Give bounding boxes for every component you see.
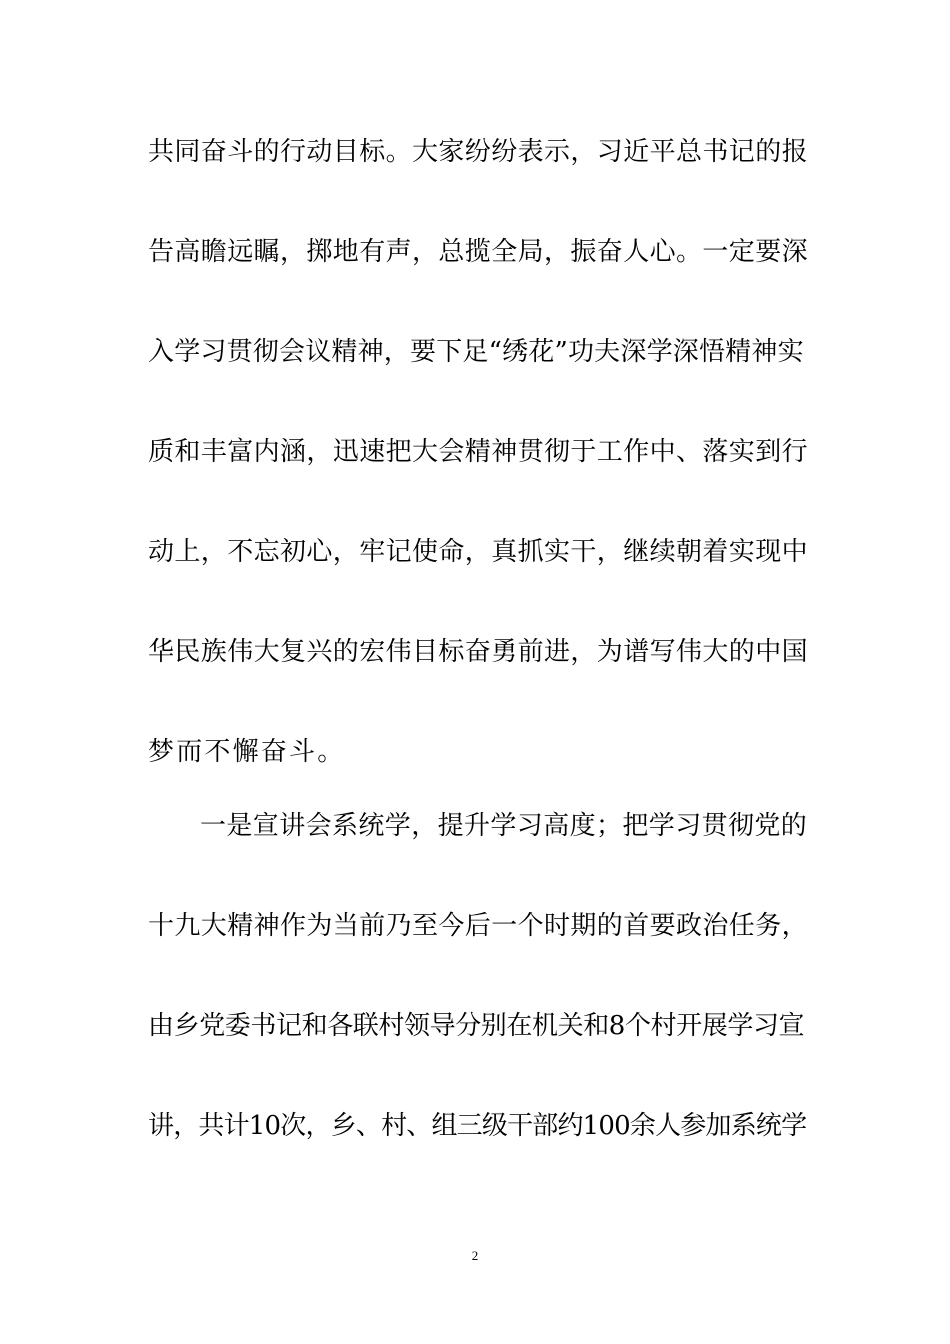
paragraph-start-line: 一是宣讲会系统学，提升学习高度；把学习贯彻党的 [200,811,808,841]
text-line-2: 告高瞻远瞩，掷地有声，总揽全局，振奋人心。一定要深 [148,237,809,267]
text-line-3: 入学习贯彻会议精神，要下足“绣花”功夫深学深悟精神实 [148,337,804,367]
text-line-10: 由乡党委书记和各联村领导分别在机关和8个村开展学习宣 [148,1011,805,1041]
text-line-11: 讲，共计10次，乡、村、组三级干部约100余人参加系统学 [148,1111,807,1141]
page-number: 2 [471,1248,479,1263]
text-line-5: 动上，不忘初心，牢记使命，真抓实干，继续朝着实现中 [148,537,809,567]
text-line-4: 质和丰富内涵，迅速把大会精神贯彻于工作中、落实到行 [148,437,809,467]
text-line-9: 十九大精神作为当前乃至今后一个时期的首要政治任务， [148,911,809,941]
text-line-7: 梦而不懈奋斗。 [148,737,346,767]
text-line-1: 共同奋斗的行动目标。大家纷纷表示，习近平总书记的报 [148,137,809,167]
text-line-6: 华民族伟大复兴的宏伟目标奋勇前进，为谱写伟大的中国 [148,637,809,667]
